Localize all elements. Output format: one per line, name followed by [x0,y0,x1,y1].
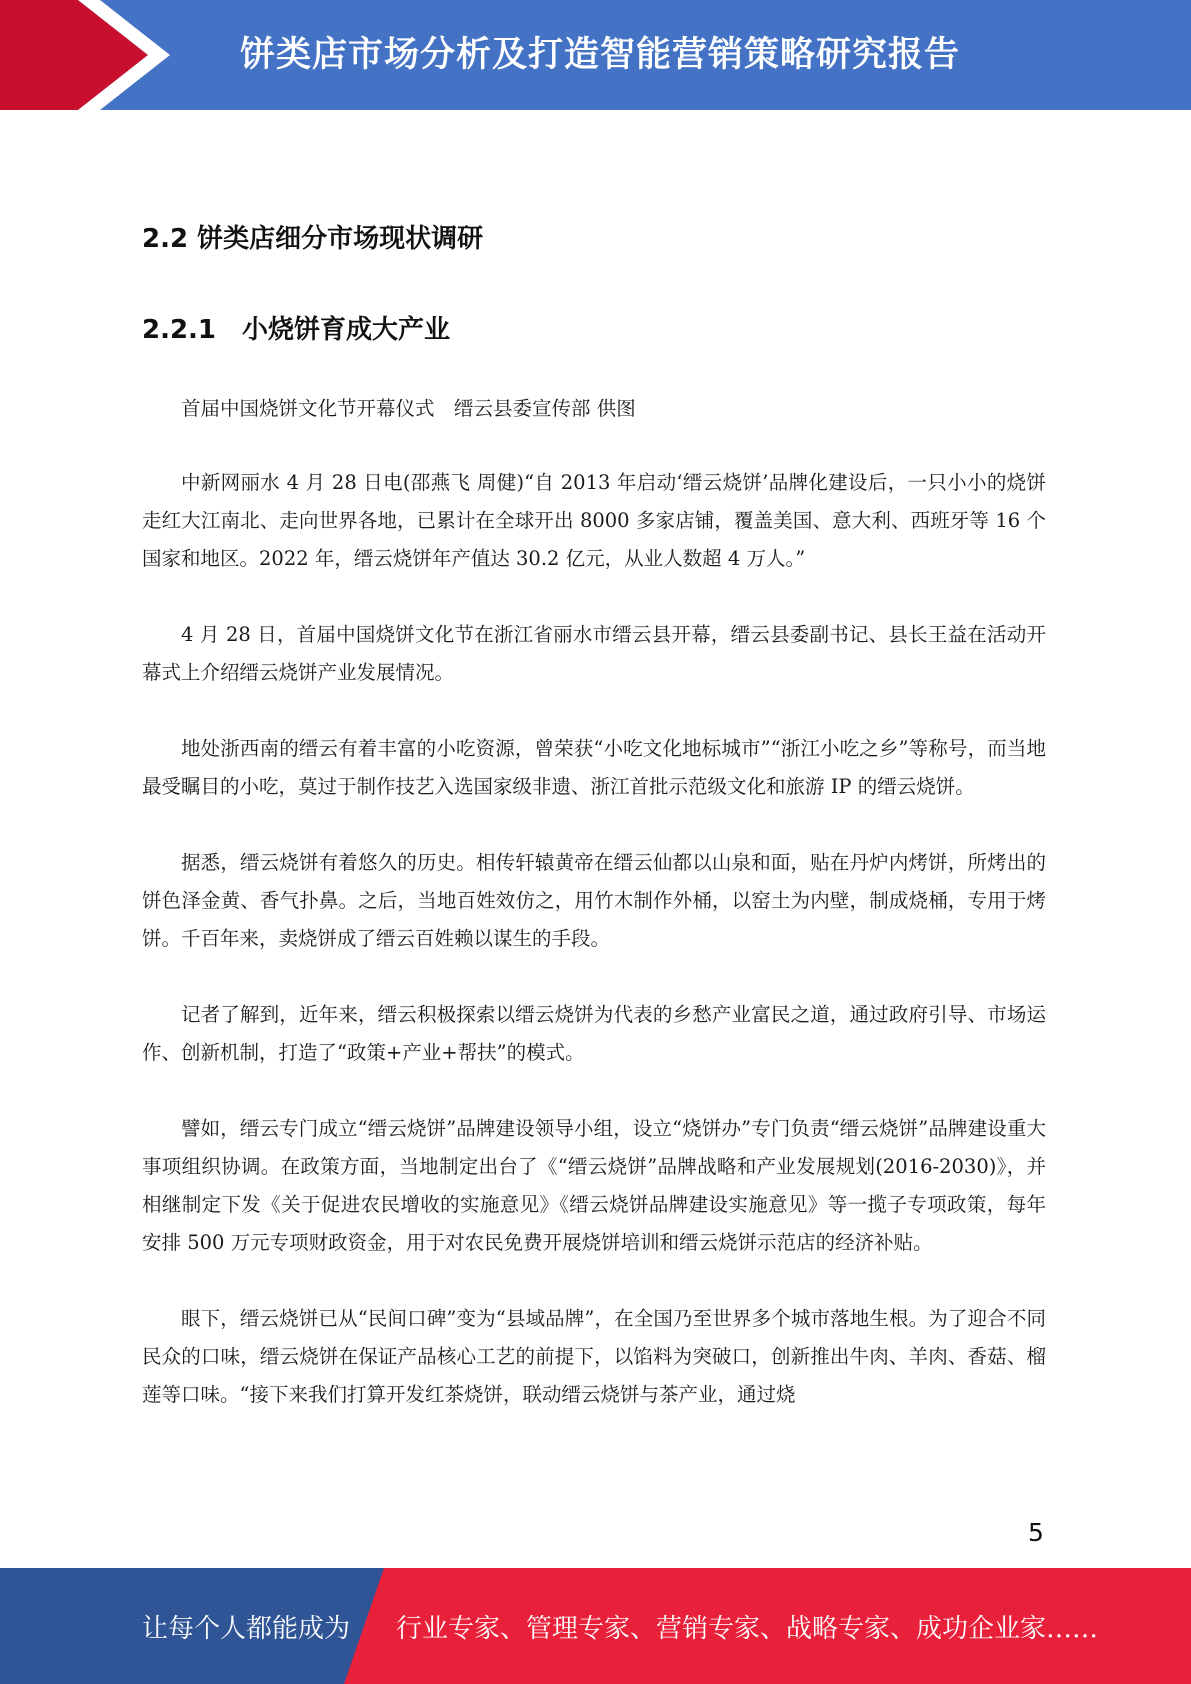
page-number: 5 [1028,1518,1044,1547]
section-heading: 2.2 饼类店细分市场现状调研 [142,224,484,254]
footer-slogan-right: 行业专家、管理专家、营销专家、战略专家、成功企业家…… [396,1614,1099,1644]
paragraph: 中新网丽水 4 月 28 日电(邵燕飞 周健)“自 2013 年启动‘缙云烧饼’品牌化建设后，一只小小的烧饼走红大江南北、走向世界各地，已累计在全球开出 8000 多家店铺，覆盖美国、意大利、西班牙等 16 个国家和地区。2022 年，缙云烧饼年产值达 30.2 亿元，从业人数超 4 万人。” [142,471,1046,570]
paragraph: 据悉，缙云烧饼有着悠久的历史。相传轩辕黄帝在缙云仙都以山泉和面，贴在丹炉内烤饼，所烤出的饼色泽金黄、香气扑鼻。之后，当地百姓效仿之，用竹木制作外桶，以窑土为内壁，制成烧桶，专用于烤饼。千百年来，卖烧饼成了缙云百姓赖以谋生的手段。 [142,851,1046,950]
article-body [142,390,1046,1452]
subsection-title: 小烧饼育成大产业 [242,315,451,345]
footer-slogan-left: 让每个人都能成为 [142,1614,351,1644]
paragraph: 地处浙西南的缙云有着丰富的小吃资源，曾荣获“小吃文化地标城市”“浙江小吃之乡”等称号，而当地最受瞩目的小吃，莫过于制作技艺入选国家级非遗、浙江首批示范级文化和旅游 IP 的缙云烧饼。 [142,737,1046,798]
photo-caption: 首届中国烧饼文化节开幕仪式 缙云县委宣传部 供图 [181,397,636,420]
report-title: 饼类店市场分析及打造智能营销策略研究报告 [240,35,961,75]
paragraph: 譬如，缙云专门成立“缙云烧饼”品牌建设领导小组，设立“烧饼办”专门负责“缙云烧饼”品牌建设重大事项组织协调。在政策方面，当地制定出台了《“缙云烧饼”品牌战略和产业发展规划(2016-2030)》，并相继制定下发《关于促进农民增收的实施意见》《缙云烧饼品牌建设实施意见》等一揽子专项政策，每年安排 500 万元专项财政资金，用于对农民免费开展烧饼培训和缙云烧饼示范店的经济补贴。 [142,1117,1046,1254]
paragraph: 记者了解到，近年来，缙云积极探索以缙云烧饼为代表的乡愁产业富民之道，通过政府引导、市场运作、创新机制，打造了“政策+产业+帮扶”的模式。 [142,1003,1046,1064]
footer-banner [0,1568,1191,1684]
subsection-heading [142,309,450,346]
paragraph: 4 月 28 日，首届中国烧饼文化节在浙江省丽水市缙云县开幕，缙云县委副书记、县长王益在活动开幕式上介绍缙云烧饼产业发展情况。 [142,623,1046,684]
header-banner [0,0,1191,110]
subsection-number: 2.2.1 [142,315,217,345]
paragraph: 眼下，缙云烧饼已从“民间口碑”变为“县域品牌”，在全国乃至世界多个城市落地生根。为了迎合不同民众的口味，缙云烧饼在保证产品核心工艺的前提下，以馅料为突破口，创新推出牛肉、羊肉、香菇、榴莲等口味。“接下来我们打算开发红茶烧饼，联动缙云烧饼与茶产业，通过烧 [142,1307,1046,1406]
